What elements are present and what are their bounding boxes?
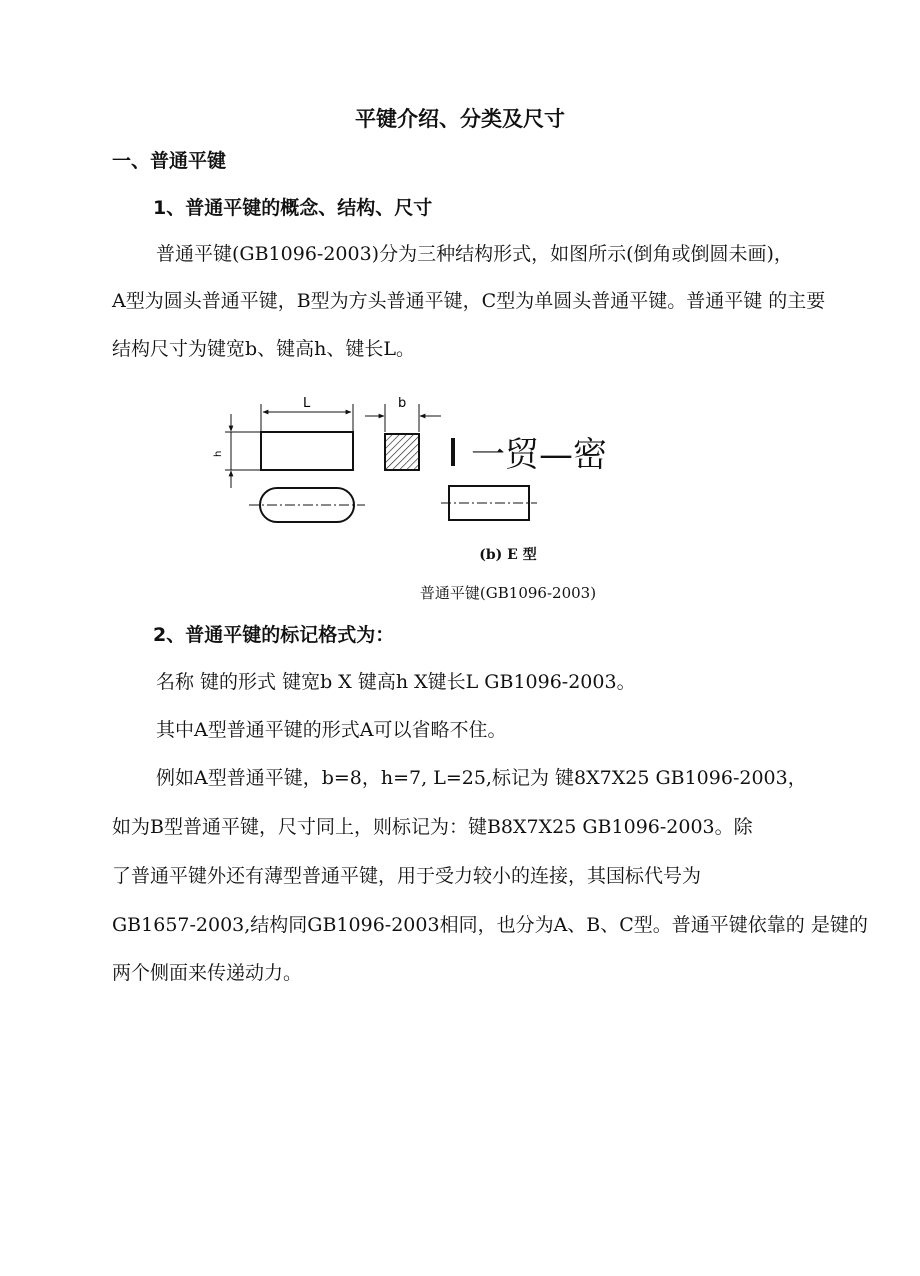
- paragraph-line: 结构尺寸为键宽b、键高h、键长L。: [112, 338, 416, 360]
- subsection-heading: 1、普通平键的概念、结构、尺寸: [153, 197, 433, 219]
- figure-overlay-text: 一贸—密: [471, 435, 607, 475]
- dimension-L: [261, 396, 353, 432]
- paragraph-line: 了普通平键外还有薄型普通平键，用于受力较小的连接，其国标代号为: [112, 865, 702, 887]
- paragraph-line: A型为圆头普通平键，B型为方头普通平键，C型为单圆头普通平键。普通平键 的主要: [112, 290, 826, 312]
- figure-type-caption: (b) E 型: [479, 547, 537, 563]
- dimension-b: [365, 396, 441, 432]
- page-title: 平键介绍、分类及尺寸: [355, 107, 565, 131]
- key-front-view: [261, 432, 353, 470]
- paragraph-line: 名称 键的形式 键宽b X 键高h X键长L GB1096-2003。: [156, 671, 636, 693]
- subsection-heading: 2、普通平键的标记格式为：: [153, 624, 395, 646]
- dimension-label-h: h: [213, 450, 224, 457]
- key-section-hatched: [385, 434, 419, 470]
- paragraph-line: GB1657-2003,结构同GB1096-2003相同，也分为A、B、C型。普通平键依靠的 是键的: [112, 914, 868, 936]
- paragraph-line: 如为B型普通平键，尺寸同上，则标记为：键B8X7X25 GB1096-2003。除: [112, 816, 753, 838]
- figure-caption: 普通平键(GB1096-2003): [419, 584, 597, 602]
- dimension-label-b: b: [398, 396, 407, 411]
- bar-mark: [451, 438, 455, 466]
- paragraph-line: 例如A型普通平键，b=8，h=7, L=25,标记为 键8X7X25 GB1096-2003，: [156, 767, 807, 789]
- paragraph-line: 两个侧面来传递动力。: [112, 962, 303, 984]
- key-drawing-figure: [205, 388, 655, 528]
- dimension-label-L: L: [303, 396, 311, 411]
- section-heading: 一、普通平键: [112, 150, 227, 172]
- paragraph-line: 普通平键(GB1096-2003)分为三种结构形式，如图所示(倒角或倒圆未画)，: [156, 243, 793, 265]
- paragraph-line: 其中A型普通平键的形式A可以省略不住。: [156, 719, 507, 741]
- dimension-h: [213, 414, 261, 488]
